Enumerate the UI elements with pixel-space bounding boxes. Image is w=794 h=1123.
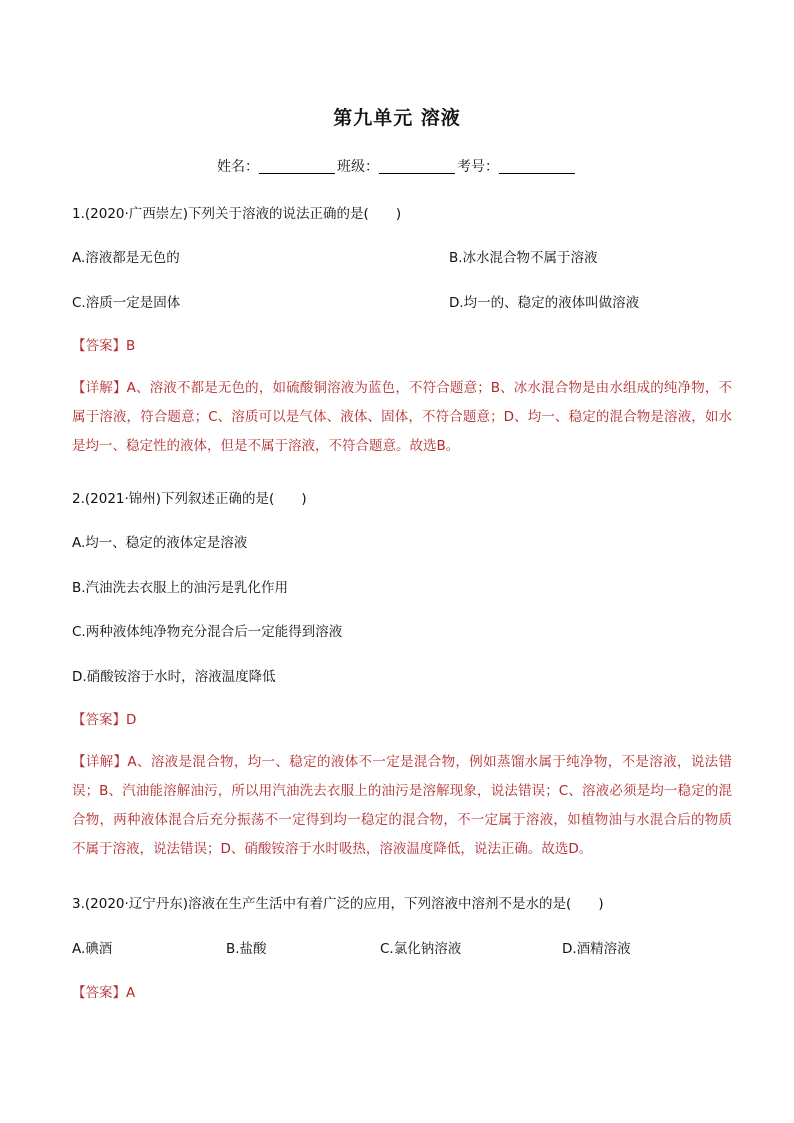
student-info — [0, 156, 794, 176]
q1-option-a: A.溶液都是无色的 — [72, 250, 180, 266]
q2-option-c: C.两种液体纯净物充分混合后一定能得到溶液 — [72, 624, 343, 640]
q1-option-c: C.溶质一定是固体 — [72, 295, 181, 311]
q1-option-d: D.均一的、稳定的液体叫做溶液 — [449, 295, 640, 311]
answer-label: 【答案】 — [72, 338, 126, 354]
q2-option-d: D.硝酸铵溶于水时，溶液温度降低 — [72, 669, 276, 685]
q3-stem: 3.(2020·辽宁丹东)溶液在生产生活中有着广泛的应用，下列溶液中溶剂不是水的是( ) — [72, 896, 604, 912]
explain-text: A、溶液是混合物，均一、稳定的液体不一定是混合物，例如蒸馏水属于纯净物，不是溶液，说法错误；B、汽油能溶解油污，所以用汽油洗去衣服上的油污是溶解现象，说法错误；C、溶液必须是均一稳定的混合物，两种液体混合后充分振荡不一定得到均一稳定的混合物，不一定属于溶液，如植物油与水混合后的物质不属于溶液，说法错误；D、硝酸铵溶于水时吸热，溶液温度降低，说法正确。故选D。 — [72, 754, 733, 857]
q3-options — [0, 937, 794, 957]
name-blank[interactable] — [259, 159, 335, 174]
q2-stem: 2.(2021·锦州)下列叙述正确的是( ) — [72, 491, 307, 507]
q3-option-d: D.酒精溶液 — [562, 941, 631, 957]
explain-label: 【详解】 — [72, 380, 127, 396]
q3-answer — [72, 981, 135, 1001]
exam-no-label: 考号： — [457, 159, 499, 175]
q1-stem: 1.(2020·广西崇左)下列关于溶液的说法正确的是( ) — [72, 206, 402, 222]
answer-value: A — [126, 985, 136, 1001]
q3-option-c: C.氯化钠溶液 — [380, 941, 462, 957]
q3-option-b: B.盐酸 — [226, 941, 267, 957]
exam-no-blank[interactable] — [499, 159, 575, 174]
name-label: 姓名： — [217, 159, 259, 175]
q2-option-b: B.汽油洗去衣服上的油污是乳化作用 — [72, 580, 289, 596]
q3-option-a: A.碘酒 — [72, 941, 113, 957]
explain-label: 【详解】 — [72, 754, 128, 770]
q2-option-a: A.均一、稳定的液体定是溶液 — [72, 535, 248, 551]
q2-answer — [72, 708, 136, 728]
explain-text: A、溶液不都是无色的，如硫酸铜溶液为蓝色，不符合题意；B、冰水混合物是由水组成的纯净物，不属于溶液，符合题意；C、溶质可以是气体、液体、固体，不符合题意；D、均一、稳定的混合物是溶液，如水是均一、稳定性的液体，但是不属于溶液，不符合题意。故选B。 — [72, 380, 733, 454]
q1-option-b: B.冰水混合物不属于溶液 — [449, 250, 598, 266]
q2-explanation — [72, 748, 732, 864]
page-title: 第九单元 溶液 — [333, 107, 461, 129]
answer-label: 【答案】 — [72, 985, 126, 1001]
class-blank[interactable] — [379, 159, 455, 174]
class-label: 班级： — [337, 159, 379, 175]
answer-value: D — [126, 712, 137, 728]
q1-explanation — [72, 374, 732, 461]
answer-label: 【答案】 — [72, 712, 126, 728]
q1-answer — [72, 334, 135, 354]
answer-value: B — [126, 338, 136, 354]
